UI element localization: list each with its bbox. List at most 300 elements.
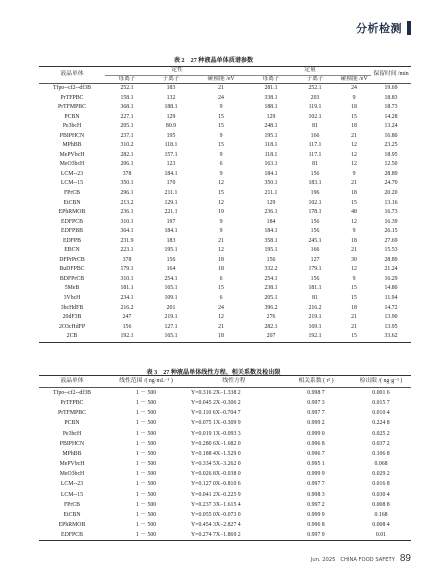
compound-name-cell: EtCBN — [63, 199, 81, 206]
table-row — [39, 94, 411, 104]
quant-parent-ion-cell: 254.1 — [264, 275, 278, 282]
qual-product-ion-cell: 188.1 — [164, 104, 178, 111]
retention-time-cell: 16.39 — [384, 218, 398, 225]
quant-product-ion-cell: 117.1 — [308, 142, 322, 149]
qual-collision-energy-cell: 9 — [219, 151, 223, 158]
compound-name-cell: Pe3bcH — [62, 430, 82, 437]
section-title: 分析检测 — [356, 22, 402, 35]
quant-collision-energy-cell: 18 — [351, 304, 357, 311]
quant-collision-energy-cell: 15 — [337, 332, 371, 342]
qual-product-ion-cell: 183 — [166, 85, 176, 91]
quant-product-ion-cell: 192.1 — [293, 332, 337, 342]
qual-parent-ion-cell: 192.1 — [105, 332, 149, 342]
quant-product-ion-cell: 169.1 — [308, 323, 322, 330]
retention-time-cell: 27.69 — [384, 237, 398, 244]
linear-equation-cell: Y=0.274 7X−1.869 2 — [187, 530, 281, 541]
page-footer — [311, 553, 411, 564]
qual-parent-ion-cell: 179.1 — [120, 266, 134, 273]
linear-equation-cell: Y=0.045 2X−0.306 2 — [191, 400, 241, 407]
compound-name-cell: 2O3cHdFP — [58, 323, 86, 330]
qual-collision-energy-cell: 15 — [218, 190, 224, 197]
quant-collision-energy-cell: 24 — [351, 85, 357, 91]
table-row — [39, 132, 411, 142]
quant-collision-energy-cell: 15 — [351, 285, 357, 292]
compound-name-cell: LCM--15 — [60, 491, 84, 498]
compound-name-cell: PrTFPBC — [60, 400, 84, 407]
table-row — [39, 103, 411, 113]
qual-parent-ion-cell: 310.2 — [120, 142, 134, 149]
quant-parent-ion-cell: 163.1 — [264, 161, 278, 168]
compound-name-cell: EBCN — [64, 247, 80, 254]
retention-time-cell: 24.70 — [384, 180, 398, 187]
quant-parent-ion-cell: 350.1 — [264, 180, 278, 187]
retention-time-cell: 14.28 — [384, 113, 398, 120]
compound-name-cell: 3VbcH — [63, 295, 81, 302]
retention-time-cell: 26.15 — [384, 228, 398, 235]
retention-time-cell: 18.95 — [384, 151, 398, 158]
quant-product-ion-cell: 117.1 — [308, 151, 322, 158]
quant-parent-ion-cell: 205.1 — [264, 295, 278, 302]
table-row — [39, 323, 411, 333]
linear-equation-cell: Y=0.019 1X−0.093 3 — [191, 430, 241, 437]
qual-product-ion-cell: 254.1 — [164, 275, 178, 282]
quant-parent-ion-cell: 129 — [266, 113, 276, 120]
correlation-cell: 0.996 8 — [307, 440, 325, 447]
t2-header-qual-parent-ion: 母离子 — [105, 75, 149, 84]
quant-collision-energy-cell: 9 — [352, 275, 356, 282]
linear-range-cell: 1 － 500 — [135, 390, 157, 396]
qual-parent-ion-cell: 282.1 — [120, 151, 134, 158]
compound-name-cell: MeO3bcH — [59, 471, 85, 478]
qual-parent-ion-cell: 368.1 — [120, 104, 134, 111]
table3-caption: 表 3 27 种液晶单体线性方程、相关系数及检出限 — [146, 370, 281, 376]
quant-collision-energy-cell: 18 — [351, 190, 357, 197]
quant-product-ion-cell: 156 — [310, 228, 320, 235]
quant-collision-energy-cell: 21 — [351, 247, 357, 254]
qual-product-ion-cell: 127.1 — [164, 323, 178, 330]
t3-header-detection-limit: 检出限 /( ng·g⁻¹ ) — [351, 376, 411, 388]
detection-limit-cell: 0.037 2 — [372, 440, 390, 447]
quant-product-ion-cell: 216.2 — [308, 304, 322, 311]
quant-parent-ion-cell: 276 — [266, 314, 276, 321]
quant-product-ion-cell: 245.1 — [308, 237, 322, 244]
table-row — [39, 275, 411, 285]
linear-range-cell: 1 － 500 — [135, 430, 157, 437]
retention-time-cell: 13.90 — [384, 314, 398, 321]
qual-collision-energy-cell: 15 — [218, 113, 224, 120]
compound-name-cell: PrTFMPBC — [57, 410, 87, 417]
quant-product-ion-cell: 203 — [310, 94, 320, 101]
qual-collision-energy-cell: 15 — [218, 123, 224, 130]
linear-equation-cell: Y=0.237 3X−1.615 4 — [191, 501, 241, 508]
qual-parent-ion-cell: 364.1 — [120, 228, 134, 235]
quant-collision-energy-cell: 21 — [351, 132, 357, 139]
correlation-cell: 0.995 1 — [307, 461, 325, 468]
detection-limit-cell: 0.016 8 — [372, 481, 390, 488]
qual-collision-energy-cell: 12 — [218, 247, 224, 254]
quant-parent-ion-cell: 211.1 — [264, 190, 278, 197]
quant-product-ion-cell: 156 — [310, 170, 320, 177]
retention-time-cell: 28.89 — [384, 170, 398, 177]
retention-time-cell: 21.24 — [384, 266, 398, 273]
qual-parent-ion-cell: 296.1 — [120, 190, 134, 197]
qual-product-ion-cell: 165.1 — [164, 285, 178, 292]
qual-product-ion-cell: 195 — [166, 132, 176, 139]
qual-parent-ion-cell: 205.1 — [120, 123, 134, 130]
qual-parent-ion-cell: 227.1 — [120, 113, 134, 120]
t2-header-qualitative: 定性 — [105, 67, 249, 76]
table-row — [39, 520, 411, 530]
qual-product-ion-cell: 109.1 — [164, 295, 178, 302]
qual-product-ion-cell: 195.1 — [164, 247, 178, 254]
qual-product-ion-cell: 201 — [166, 304, 176, 311]
linear-range-cell: 1 － 500 — [135, 501, 157, 508]
quant-collision-energy-cell: 12 — [351, 151, 357, 158]
table-row — [39, 304, 411, 314]
compound-name-cell: MePVbcH — [59, 461, 85, 468]
quant-product-ion-cell: 81 — [312, 123, 318, 130]
qual-product-ion-cell: 80.9 — [165, 123, 177, 130]
table-row — [39, 179, 411, 189]
quant-product-ion-cell: 166 — [310, 132, 320, 139]
quant-parent-ion-cell: 332.2 — [264, 266, 278, 273]
table-row — [39, 199, 411, 209]
retention-time-cell: 13.24 — [384, 123, 398, 130]
retention-time-cell: 12.50 — [384, 161, 398, 168]
linear-equation-cell: Y=0.026 8X−0.038 0 — [191, 471, 241, 478]
table-row — [39, 469, 411, 479]
quant-collision-energy-cell: 21 — [351, 314, 357, 321]
table-row — [39, 429, 411, 439]
t2-header-quant-parent-ion: 母离子 — [249, 75, 293, 84]
correlation-cell: 0.997 2 — [307, 501, 325, 508]
qual-collision-energy-cell: 19 — [218, 209, 224, 216]
compound-name-cell: PBIPHCN — [59, 132, 85, 139]
compound-name-cell: PCBN — [64, 113, 80, 120]
table-row — [39, 237, 411, 247]
compound-name-cell: EDFPCB — [39, 530, 105, 541]
quant-collision-energy-cell: 30 — [351, 256, 357, 263]
qual-product-ion-cell: 118.1 — [164, 142, 178, 149]
t3-header-linear-range: 线性范围 /( ng·mL⁻¹ ) — [105, 376, 187, 388]
qual-parent-ion-cell: 378 — [122, 256, 132, 263]
correlation-cell: 0.998 7 — [307, 390, 325, 396]
quant-product-ion-cell: 179.1 — [308, 266, 322, 273]
table-row — [39, 151, 411, 161]
quant-parent-ion-cell: 281.1 — [264, 85, 278, 91]
correlation-cell: 0.998 3 — [307, 491, 325, 498]
qual-product-ion-cell: 197 — [166, 218, 176, 225]
linear-equation-cell: Y=0.110 6X−0.704 7 — [191, 410, 241, 417]
detection-limit-cell: 0.010 4 — [372, 410, 390, 417]
t3-header-compound: 液晶单体 — [39, 376, 105, 388]
correlation-cell: 0.997 7 — [307, 481, 325, 488]
table-row — [39, 500, 411, 510]
retention-time-cell: 14.72 — [384, 304, 398, 311]
quant-product-ion-cell: 81 — [312, 295, 318, 302]
linear-equation-cell: Y=0.055 0X−0.073 0 — [191, 511, 241, 518]
page-number: 89 — [399, 553, 411, 564]
qual-collision-energy-cell: 21 — [218, 85, 224, 91]
compound-name-cell: Pe3bcH — [62, 123, 82, 130]
quant-parent-ion-cell: 129 — [266, 199, 276, 206]
quant-parent-ion-cell: 118.1 — [264, 151, 278, 158]
table-row — [39, 439, 411, 449]
linear-equation-cell: Y=0.188 4X−1.529 0 — [191, 450, 241, 457]
quant-collision-energy-cell: 18 — [351, 123, 357, 130]
correlation-cell: 0.999 0 — [307, 430, 325, 437]
quant-collision-energy-cell: 18 — [351, 237, 357, 244]
footer-date: Jun. 2025 — [310, 557, 336, 563]
table-row — [39, 418, 411, 428]
compound-name-cell: EDFPB — [62, 237, 82, 244]
quant-parent-ion-cell: 118.1 — [264, 142, 278, 149]
linear-range-cell: 1 － 500 — [135, 481, 157, 488]
table-row — [39, 332, 411, 342]
table-row — [39, 510, 411, 520]
linear-equation-cell: Y=0.280 6X−1.682 0 — [191, 440, 241, 447]
retention-time-cell: 11.94 — [384, 295, 398, 302]
quant-parent-ion-cell: 238.1 — [264, 285, 278, 292]
qual-parent-ion-cell: 213.2 — [120, 199, 134, 206]
quant-parent-ion-cell: 184.1 — [264, 228, 278, 235]
detection-limit-cell: 0.030 4 — [372, 491, 390, 498]
qual-collision-energy-cell: 18 — [193, 332, 249, 342]
compound-name-cell: BDFPrCB — [59, 275, 85, 282]
compound-name-cell: EPhRMOB — [58, 209, 86, 216]
table3-linearity-lod — [39, 375, 411, 541]
qual-product-ion-cell: 170 — [166, 180, 176, 187]
compound-name-cell: PBIPHCN — [59, 440, 85, 447]
quant-parent-ion-cell: 396.2 — [264, 304, 278, 311]
qual-product-ion-cell: 184.1 — [164, 228, 178, 235]
table-row — [39, 265, 411, 275]
footer-journal: CHINA FOOD SAFETY — [340, 557, 395, 563]
detection-limit-cell: 0.029 2 — [372, 471, 390, 478]
quant-parent-ion-cell: 248.1 — [264, 123, 278, 130]
retention-time-cell: 23.25 — [384, 142, 398, 149]
quant-parent-ion-cell: 156 — [266, 256, 276, 263]
linear-range-cell: 1 － 500 — [135, 511, 157, 518]
qual-collision-energy-cell: 15 — [218, 142, 224, 149]
quant-collision-energy-cell: 9 — [352, 170, 356, 177]
quant-parent-ion-cell: 184.1 — [264, 170, 278, 177]
qual-parent-ion-cell: 234.1 — [120, 295, 134, 302]
quant-parent-ion-cell: 188.1 — [264, 104, 278, 111]
qual-collision-energy-cell: 9 — [219, 104, 223, 111]
detection-limit-cell: 0.025 2 — [372, 430, 390, 437]
retention-time-cell: 15.53 — [384, 247, 398, 254]
retention-time-cell: 33.62 — [371, 332, 411, 342]
qual-parent-ion-cell: 156 — [122, 323, 132, 330]
table-row — [39, 170, 411, 180]
detection-limit-cell: 0.168 — [374, 511, 388, 518]
quant-parent-ion-cell: 195.1 — [264, 132, 278, 139]
compound-name-cell: LCM--23 — [60, 170, 84, 177]
correlation-cell: 0.997 9 — [281, 530, 351, 541]
compound-name-cell: EtCBN — [63, 511, 81, 518]
t2-header-compound: 液晶单体 — [39, 67, 105, 84]
table-row — [39, 141, 411, 151]
compound-name-cell: 20dF3B — [62, 314, 82, 321]
qual-product-ion-cell: 221.1 — [164, 209, 178, 216]
table-row — [39, 408, 411, 418]
table-row — [39, 388, 411, 399]
compound-name-cell: FPrCB — [63, 190, 81, 197]
linear-equation-cell: Y=0.041 2X−0.225 9 — [191, 491, 241, 498]
quant-collision-energy-cell: 15 — [351, 295, 357, 302]
qual-collision-energy-cell: 24 — [218, 94, 224, 101]
quant-collision-energy-cell: 15 — [351, 113, 357, 120]
compound-name-cell: FPrCB — [63, 501, 81, 508]
qual-collision-energy-cell: 9 — [219, 170, 223, 177]
detection-limit-cell: 0.106 8 — [372, 450, 390, 457]
retention-time-cell: 18.83 — [384, 94, 398, 101]
quant-product-ion-cell: 102.1 — [308, 113, 322, 120]
qual-parent-ion-cell: 252.1 — [120, 85, 134, 91]
compound-name-cell: Tfpo--cf2--df3B — [53, 390, 91, 396]
qual-parent-ion-cell: 310.1 — [120, 218, 134, 225]
quant-collision-energy-cell: 9 — [352, 94, 356, 101]
t3-header-correlation: 相关系数 ( r² ) — [281, 376, 351, 388]
quant-parent-ion-cell: 338.1 — [264, 94, 278, 101]
qual-product-ion-cell: 184.1 — [164, 170, 178, 177]
table-row — [39, 113, 411, 123]
compound-name-cell: EDFPCB — [61, 218, 83, 225]
qual-parent-ion-cell: 206.1 — [120, 161, 134, 168]
qual-collision-energy-cell: 12 — [218, 199, 224, 206]
retention-time-cell: 19.69 — [384, 85, 398, 91]
compound-name-cell: Tfpo--cf2--df3B — [53, 85, 91, 91]
qual-product-ion-cell: 219.1 — [164, 314, 178, 321]
detection-limit-cell: 0.001 6 — [372, 390, 390, 396]
qual-product-ion-cell: 157.1 — [164, 151, 178, 158]
table-row — [39, 160, 411, 170]
quant-product-ion-cell: 119.1 — [308, 104, 322, 111]
quant-parent-ion-cell: 236.1 — [264, 209, 278, 216]
section-header — [356, 20, 411, 36]
qual-parent-ion-cell: 247 — [122, 314, 132, 321]
quant-product-ion-cell: 252.1 — [308, 85, 322, 91]
compound-name-cell: LCM--23 — [60, 481, 84, 488]
table-row — [39, 218, 411, 228]
t2-header-retention-time: 保留时间 /min — [371, 67, 411, 84]
qual-product-ion-cell: 164 — [166, 266, 176, 273]
compound-name-cell: MPhBB — [62, 450, 82, 457]
qual-parent-ion-cell: 158.1 — [120, 94, 134, 101]
qual-product-ion-cell: 165.1 — [149, 332, 193, 342]
qual-collision-energy-cell: 6 — [219, 275, 223, 282]
qual-product-ion-cell: 123 — [166, 161, 176, 168]
qual-collision-energy-cell: 9 — [219, 228, 223, 235]
table2-caption: 表 2 27 种液晶单体质谱参数 — [173, 58, 254, 64]
qual-parent-ion-cell: 350.1 — [120, 180, 134, 187]
retention-time-cell: 16.80 — [384, 132, 398, 139]
quant-product-ion-cell: 183.1 — [308, 180, 322, 187]
qual-product-ion-cell: 129.1 — [164, 199, 178, 206]
compound-name-cell: PrTFPBC — [60, 94, 84, 101]
linear-range-cell: 1 － 500 — [135, 400, 157, 407]
linear-equation-cell: Y=0.334 5X−3.262 0 — [191, 461, 241, 468]
quant-product-ion-cell: 166 — [310, 247, 320, 254]
table-row — [39, 84, 411, 94]
compound-name-cell: DFPrPrCB — [59, 256, 85, 263]
quant-product-ion-cell: 181.1 — [308, 285, 322, 292]
qual-collision-energy-cell: 21 — [218, 323, 224, 330]
compound-name-cell: 2CB — [39, 332, 105, 342]
table-row — [39, 227, 411, 237]
linear-range-cell: 1 － 500 — [135, 420, 157, 427]
quant-product-ion-cell: 219.1 — [308, 314, 322, 321]
compound-name-cell: PCBN — [64, 420, 80, 427]
qual-parent-ion-cell: 223.1 — [120, 247, 134, 254]
t2-header-quant-product-ion: 子离子 — [293, 75, 337, 84]
quant-parent-ion-cell: 358.1 — [264, 237, 278, 244]
table-row — [39, 189, 411, 199]
linear-equation-cell: Y=0.075 1X−0.309 9 — [191, 420, 241, 427]
qual-parent-ion-cell: 231.9 — [120, 237, 134, 244]
t2-header-qual-product-ion: 子离子 — [149, 75, 193, 84]
compound-name-cell: EDFPBB — [61, 228, 83, 235]
table-row — [39, 530, 411, 541]
linear-range-cell: 1 － 500 — [105, 530, 187, 541]
t2-header-qual-collision-energy: 碰撞能 /eV — [193, 75, 249, 84]
compound-name-cell: BuDFPBC — [59, 266, 85, 273]
table-row — [39, 284, 411, 294]
quant-product-ion-cell: 156 — [310, 218, 320, 225]
table-row — [39, 479, 411, 489]
correlation-cell: 0.996 8 — [307, 522, 325, 529]
qual-product-ion-cell: 211.1 — [164, 190, 178, 197]
retention-time-cell: 16.73 — [384, 209, 398, 216]
linear-range-cell: 1 － 500 — [135, 491, 157, 498]
qual-product-ion-cell: 129 — [166, 113, 176, 120]
detection-limit-cell: 0.008 4 — [372, 522, 390, 529]
qual-parent-ion-cell: 181.1 — [120, 285, 134, 292]
linear-equation-cell: Y=0.316 2X−1.338 2 — [191, 390, 241, 396]
qual-collision-energy-cell: 9 — [219, 218, 223, 225]
compound-name-cell: MPhBB — [62, 142, 82, 149]
t2-header-quant-collision-energy: 碰撞能 /eV — [337, 75, 371, 84]
qual-product-ion-cell: 132 — [166, 94, 176, 101]
quant-product-ion-cell: 178.1 — [308, 209, 322, 216]
quant-product-ion-cell: 127 — [310, 256, 320, 263]
detection-limit-cell: 0.224 8 — [372, 420, 390, 427]
qual-parent-ion-cell: 378 — [122, 170, 132, 177]
correlation-cell: 0.999 9 — [307, 471, 325, 478]
qual-collision-energy-cell: 21 — [218, 237, 224, 244]
quant-product-ion-cell: 156 — [310, 275, 320, 282]
detection-limit-cell: 0.01 — [351, 530, 411, 541]
correlation-cell: 0.997 3 — [307, 400, 325, 407]
quant-product-ion-cell: 81 — [312, 161, 318, 168]
qual-collision-energy-cell: 24 — [218, 304, 224, 311]
retention-time-cell: 13.16 — [384, 199, 398, 206]
table2-ms-parameters — [39, 66, 411, 343]
linear-range-cell: 1 － 500 — [135, 410, 157, 417]
linear-range-cell: 1 － 500 — [135, 450, 157, 457]
compound-name-cell: MePVbcH — [59, 151, 85, 158]
table-row — [39, 246, 411, 256]
quant-parent-ion-cell: 195.1 — [264, 247, 278, 254]
quant-product-ion-cell: 102.1 — [308, 199, 322, 206]
qual-collision-energy-cell: 12 — [218, 180, 224, 187]
linear-range-cell: 1 － 500 — [135, 522, 157, 529]
retention-time-cell: 18.73 — [384, 104, 398, 111]
compound-name-cell: LCM--15 — [60, 180, 84, 187]
t3-header-linear-equation: 线性方程 — [187, 376, 281, 388]
detection-limit-cell: 0.068 — [374, 461, 388, 468]
